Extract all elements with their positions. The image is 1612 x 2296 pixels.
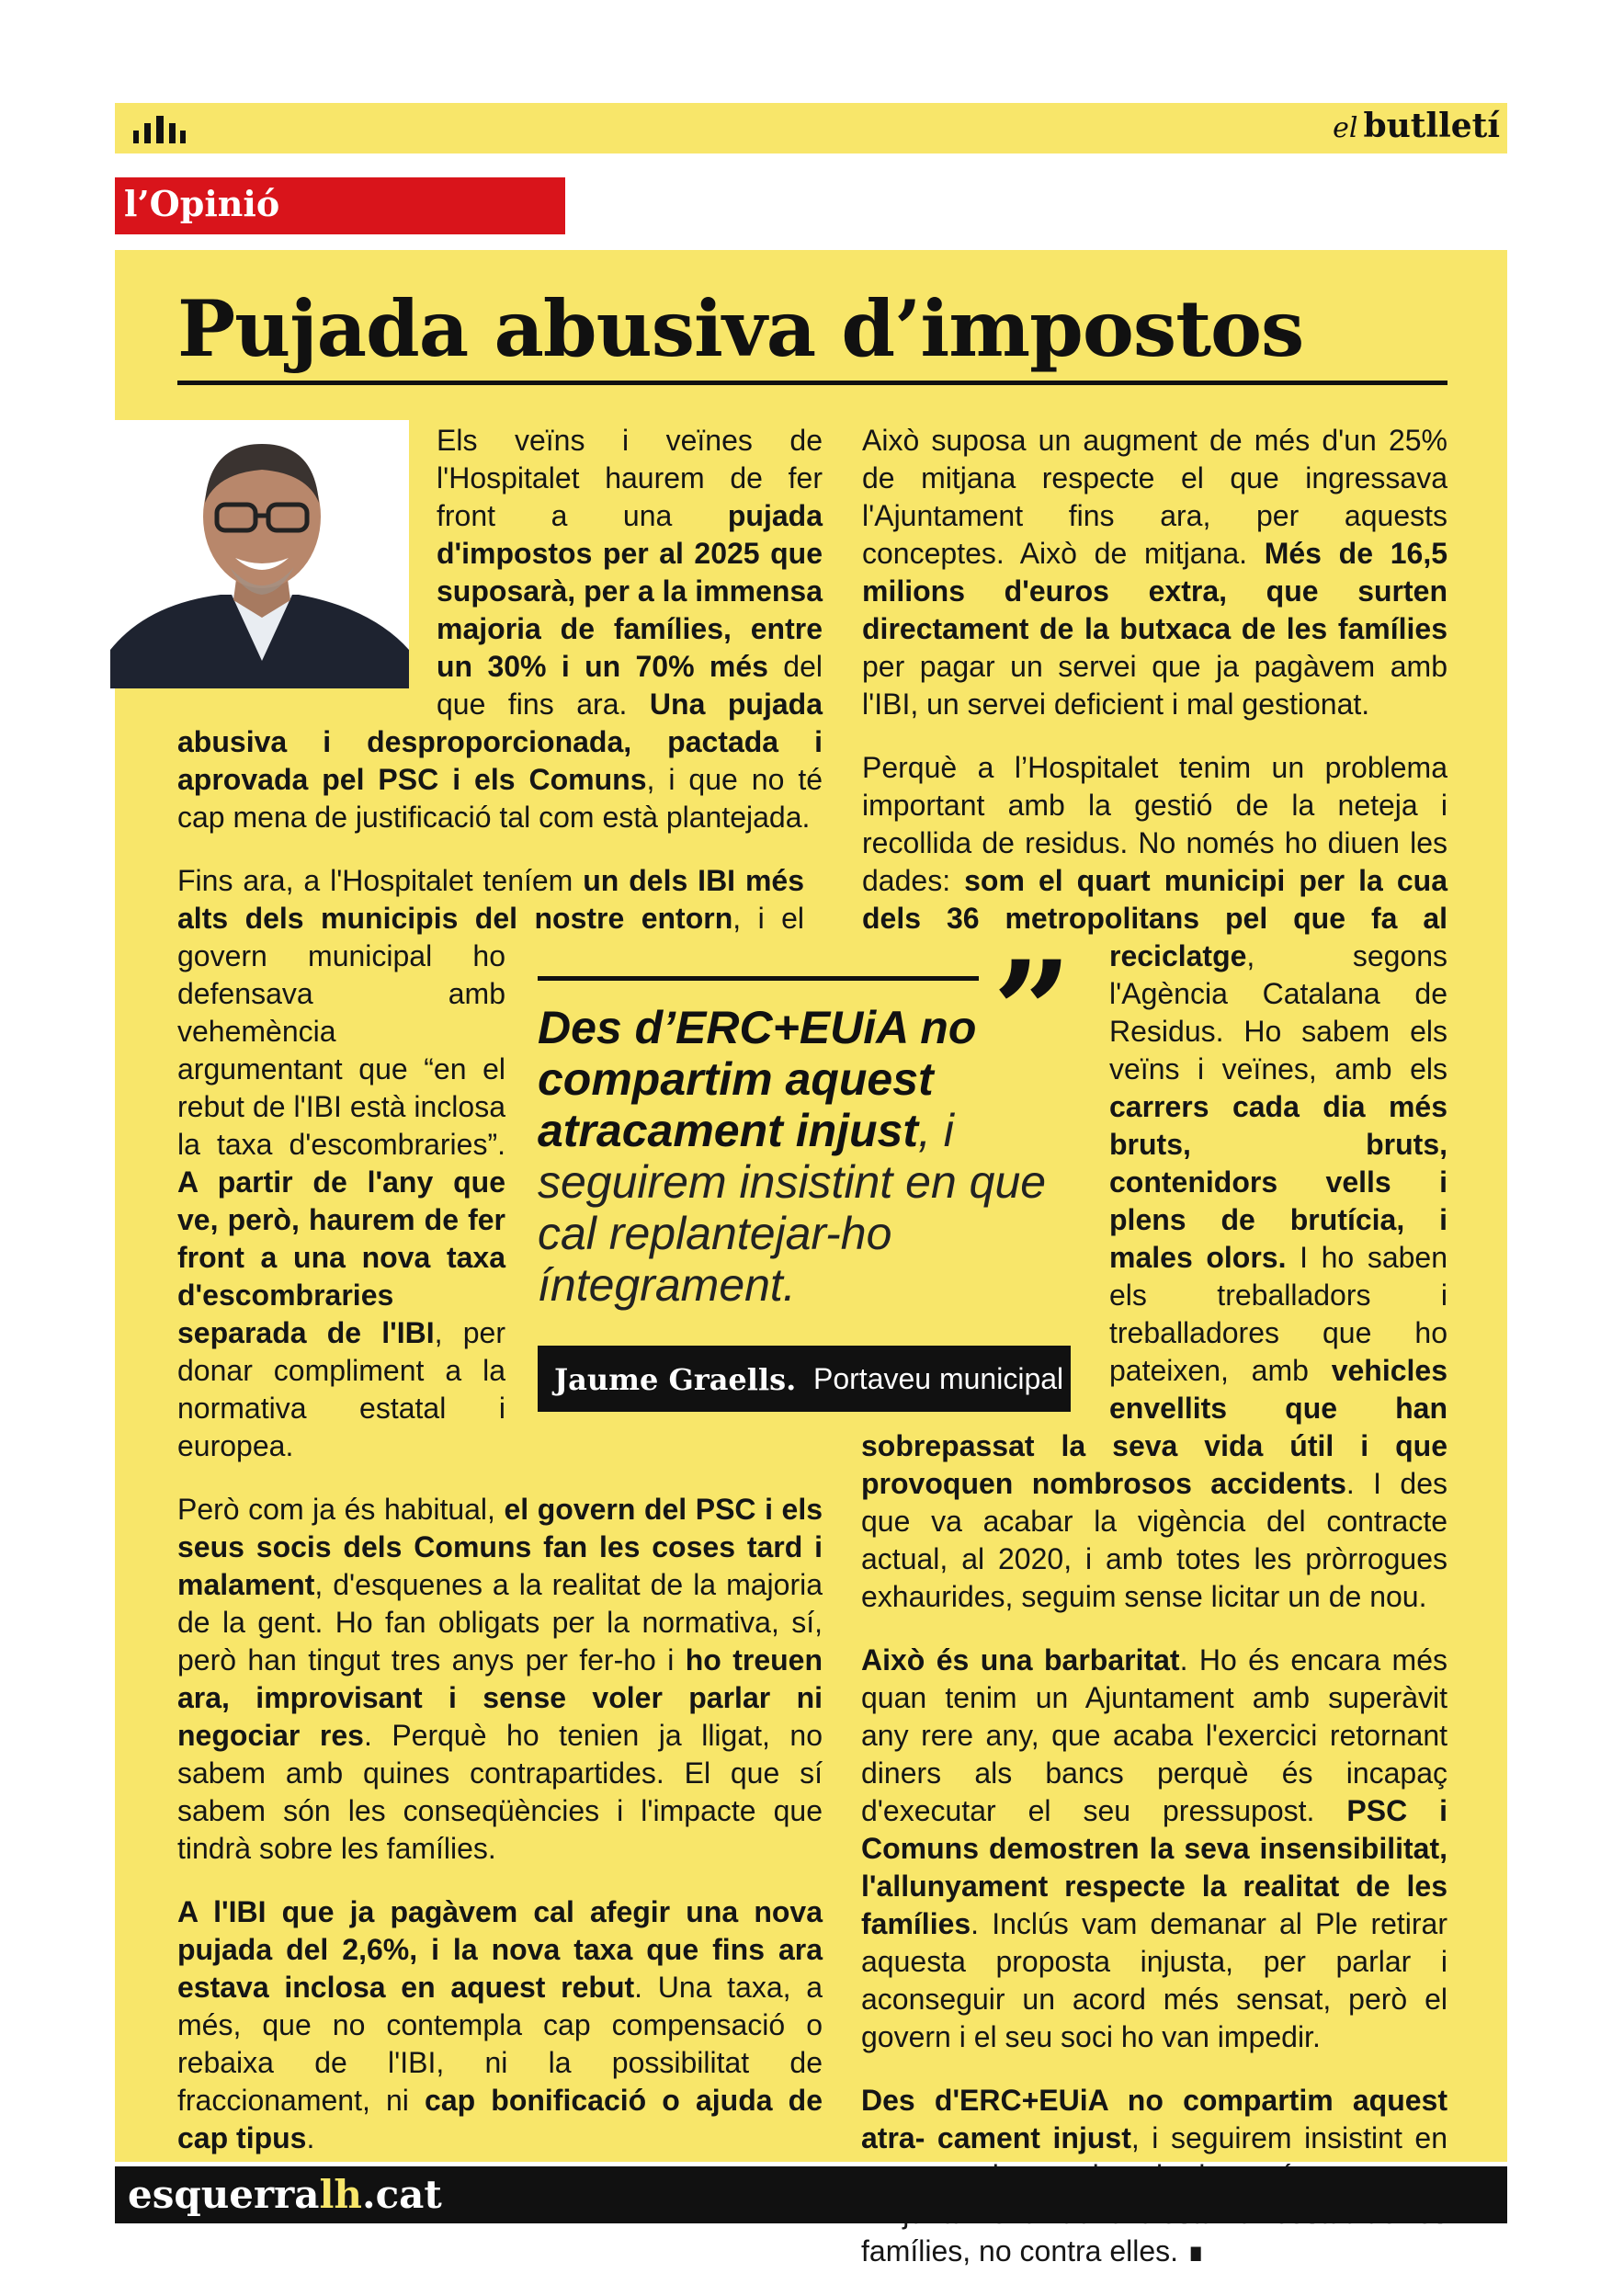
body-text: del que fins ara. xyxy=(437,650,823,721)
quote-wrap-spacer xyxy=(505,938,823,1397)
quote-wrap-spacer xyxy=(804,862,823,938)
body-text: , i el govern municipal ho defensava amb vehemència argumentant que “en el rebut de l'IBI està inclosa la taxa d'escombraries”. xyxy=(177,902,805,1161)
title-divider xyxy=(177,381,1447,385)
body-text: , d'esquenes a la realitat de la majoria de la gent. Ho fan obligats per la normativa, sí, però han tingut tres anys per fer-ho i xyxy=(177,1568,823,1677)
body-text: , i que no té cap mena de justificació tal com està plantejada. xyxy=(177,763,823,834)
body-text: per pagar un servei que ja pagàvem amb l'IBI, un servei deficient i mal gestionat. xyxy=(862,650,1447,721)
section-label xyxy=(115,177,565,234)
article-paragraph xyxy=(177,1893,823,2157)
article-column-right xyxy=(861,422,1447,2296)
emphasis-text: carrers cada dia més bruts, bruts, contenidors vells i plens de brutícia, i males olors. xyxy=(1109,1090,1447,1274)
emphasis-text: Això és una barbaritat xyxy=(861,1643,1180,1677)
body-text: . Una taxa, a més, que no contempla cap compensació o rebaixa de l'IBI, ni la possibilitat de fraccionament, ni xyxy=(177,1971,823,2117)
emphasis-text: A partir de l'any que ve, però, haurem de fer front a una nova taxa d'escombraries separada de l'IBI xyxy=(177,1165,505,1349)
body-text: Fins ara, a l'Hospitalet teníem xyxy=(177,864,584,897)
author-name: Jaume Graells. xyxy=(554,1362,797,1397)
article-paragraph xyxy=(177,1491,823,1868)
top-bar xyxy=(115,103,1507,153)
emphasis-text: pujada d'impostos per al 2025 que suposarà, per a la immensa majoria de famílies, entre un 30% i un 70% més xyxy=(437,499,823,683)
article-paragraph xyxy=(861,422,1447,723)
body-text: . Ho és encara més quan tenim un Ajuntament amb superàvit any rere any, que acaba l'exercici retornant diners als bancs perquè és incapaç d'executar el seu pressupost. xyxy=(861,1643,1448,1827)
author-role: Portaveu municipal xyxy=(813,1362,1064,1395)
article-column-left xyxy=(177,422,823,2183)
article-paragraph xyxy=(861,1642,1447,2056)
body-text: , segons l'Agència Catalana de Residus. Ho sabem els veïns i veïnes, amb els xyxy=(1109,939,1447,1085)
website-link[interactable] xyxy=(128,2172,442,2217)
website-part-c: .cat xyxy=(361,2172,442,2217)
party-logo-icon xyxy=(131,116,187,143)
publication-name xyxy=(1333,107,1500,145)
pull-quote-strong: Des d’ERC+EUiA no compartim aquest atracament injust xyxy=(538,1002,977,1156)
emphasis-text: ho treuen ara, improvisant i sense voler parlar ni negociar res xyxy=(177,1643,823,1752)
emphasis-text: som el quart municipi per la cua dels 36 metropolitans pel que fa al reciclatge xyxy=(862,864,1448,972)
body-text: Això suposa un augment de més d'un 25% de mitjana respecte el que ingressava l'Ajuntament fins ara, per aquests conceptes. Això de mitjana. xyxy=(862,424,1447,570)
emphasis-text: el govern del PSC i els seus socis dels Comuns fan les coses tard i malament xyxy=(177,1493,823,1601)
publication-title: butlletí xyxy=(1363,107,1500,145)
emphasis-text: A l'IBI que ja pagàvem cal afegir una nova pujada del 2,6%, i la nova taxa que fins ara estava inclosa en aquest rebut xyxy=(177,1895,823,2004)
body-text: . Inclús vam demanar al Ple retirar aquesta proposta injusta, per parlar i aconseguir un acord més sensat, però el govern i el seu soci ho van impedir. xyxy=(861,1907,1447,2053)
emphasis-text: Des d'ERC+EUiA no compartim aquest atra- cament injust xyxy=(861,2084,1447,2154)
pull-quote-light: , i seguirem insistint en que cal replantejar-ho íntegrament. xyxy=(538,1105,1047,1311)
body-text: , per donar compliment a la normativa estatal i europea. xyxy=(177,1316,506,1462)
body-text: I ho saben els treballadors i treballadores que ho pateixen, amb xyxy=(1109,1241,1448,1387)
body-text: . I des que va acabar la vigència del contracte actual, al 2020, i amb totes les pròrrogues exhaurides, seguim sense licitar un de nou. xyxy=(861,1467,1447,1613)
emphasis-text: Una pujada abusiva i desproporcionada, pactada i aprovada pel PSC i els Comuns xyxy=(177,688,823,796)
emphasis-text: Més de 16,5 milions d'euros extra, que surten directament de la butxaca de les famílies xyxy=(862,537,1448,645)
article-paragraph xyxy=(177,862,823,1465)
quote-mark-icon: ” xyxy=(993,931,1073,1093)
publication-prefix: el xyxy=(1333,112,1358,144)
body-text: Perquè a l’Hospitalet tenim un problema important amb la gestió de la neteja i recollida de residus. No només ho diuen les dades: xyxy=(862,751,1447,897)
article-title: Pujada abusiva d’impostos xyxy=(177,283,1304,374)
body-text: Els veïns i veïnes de l'Hospitalet haurem de fer front a una xyxy=(437,424,823,532)
quote-wrap-spacer xyxy=(861,966,1109,1415)
photo-wrap-spacer xyxy=(177,422,437,690)
body-text: Però com ja és habitual, xyxy=(177,1493,505,1526)
emphasis-text: vehicles envellits que han sobrepassat la seva vida útil i que provoquen nombrosos accidents xyxy=(861,1354,1447,1500)
emphasis-text: un dels IBI més alts dels municipis del nostre entorn xyxy=(177,864,805,935)
website-part-a: esquerra xyxy=(128,2172,320,2217)
footer-bar xyxy=(115,2166,1507,2223)
body-text: . xyxy=(306,2121,315,2154)
body-text: . Perquè ho tenien ja lligat, no sabem amb quines contrapartides. El que sí sabem són les conseqüències i l'impacte que tindrà sobre les famílies. xyxy=(177,1719,823,1865)
body-text: , i seguirem insistint en famílies, no contra elles. ∎ xyxy=(861,2121,1448,2268)
emphasis-text: cap bonificació o ajuda de cap tipus xyxy=(177,2084,823,2154)
emphasis-text: PSC i Comuns demostren la seva insensibilitat, l'allunyament respecte la realitat de les famílies xyxy=(861,1794,1448,1940)
website-part-b: lh xyxy=(319,2172,362,2217)
section-label-text: l’Opinió xyxy=(124,183,280,224)
